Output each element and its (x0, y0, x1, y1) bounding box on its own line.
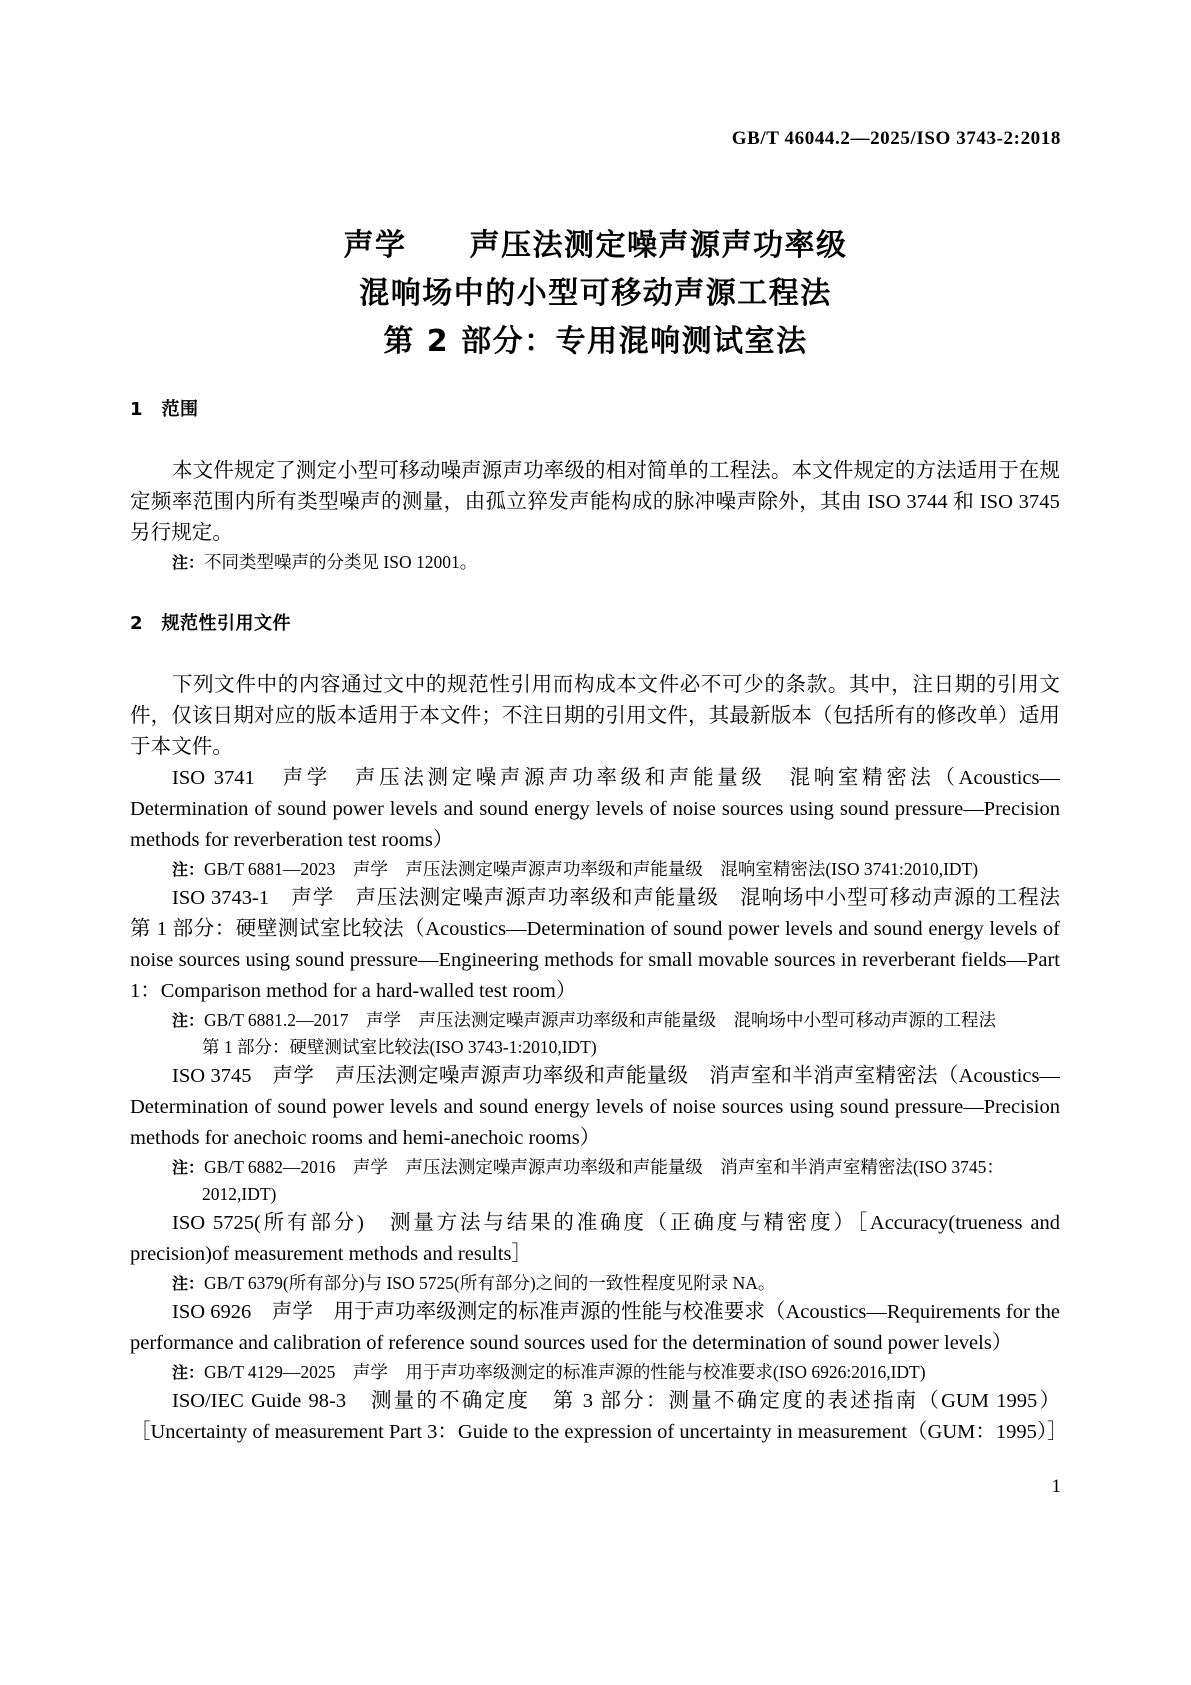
clause-1-note (130, 549, 1060, 576)
note-label: 注： (172, 1363, 205, 1382)
clause-2-paragraph: 下列文件中的内容通过文中的规范性引用而构成本文件必不可少的条款。其中，注日期的引用文件，仅该日期对应的版本适用于本文件；不注日期的引用文件，其最新版本（包括所有的修改单）适用于本文件。 (130, 674, 1060, 758)
title-line-2: 混响场中的小型可移动声源工程法 (359, 276, 832, 311)
normative-reference-iso3743-1-note-cont: 第 1 部分：硬壁测试室比较法(ISO 3743-1:2010,IDT) (202, 1037, 597, 1057)
note-text: GB/T 6882—2016 声学 声压法测定噪声源声功率级和声能量级 消声室和半消声室精密法(ISO 3745： (204, 1157, 1004, 1177)
normative-reference-iso6926: ISO 6926 声学 用于声功率级测定的标准声源的性能与校准要求（Acoustics—Requirements for the performance and calibration of reference sound sources used for the determination of sound power levels） (130, 1301, 1060, 1354)
page-number: 1 (1051, 1476, 1061, 1497)
normative-reference-iso6926-note (130, 1359, 1060, 1386)
normative-reference-iso3743-1-note (130, 1007, 1060, 1034)
clause-1-paragraph: 本文件规定了测定小型可移动噪声源声功率级的相对简单的工程法。本文件规定的方法适用于在规定频率范围内所有类型噪声的测量，由孤立猝发声能构成的脉冲噪声除外，其由 ISO 3744 和 ISO 3745 另行规定。 (130, 460, 1060, 544)
title-line-3: 第 2 部分：专用混响测试室法 (383, 324, 808, 359)
note-label: 注： (172, 553, 205, 572)
normative-reference-iso3741-note (130, 856, 1060, 883)
running-header-standard-number: GB/T 46044.2—2025/ISO 3743-2:2018 (731, 128, 1061, 149)
clause-1-heading: 1 范围 (130, 399, 199, 420)
note-label: 注： (172, 1011, 205, 1030)
note-text: GB/T 6379(所有部分)与 ISO 5725(所有部分)之间的一致性程度见附录 NA。 (204, 1273, 776, 1293)
normative-reference-iso3741: ISO 3741 声学 声压法测定噪声源声功率级和声能量级 混响室精密法（Acoustics—Determination of sound power levels and sound energy levels of noise sources using sound pressure—Precision methods for reverberation test rooms） (130, 767, 1060, 851)
document-title-block (0, 222, 1191, 366)
clause-2-heading: 2 规范性引用文件 (130, 613, 292, 634)
title-line-1: 声学 声压法测定噪声源声功率级 (343, 228, 848, 263)
normative-reference-iso3745-note (130, 1154, 1060, 1181)
normative-reference-iso5725-note (130, 1270, 1060, 1297)
note-text: GB/T 6881.2—2017 声学 声压法测定噪声源声功率级和声能量级 混响场中小型可移动声源的工程法 (204, 1010, 997, 1030)
note-text: 不同类型噪声的分类见 ISO 12001。 (204, 552, 478, 572)
note-label: 注： (172, 860, 205, 879)
normative-reference-iso3745: ISO 3745 声学 声压法测定噪声源声功率级和声能量级 消声室和半消声室精密法（Acoustics—Determination of sound power levels and sound energy levels of noise sources using sound pressure—Precision methods for anechoic rooms and hemi-anechoic rooms） (130, 1065, 1060, 1149)
document-body (130, 398, 1081, 1448)
normative-reference-iso3745-note-cont: 2012,IDT) (202, 1184, 277, 1204)
note-label: 注： (172, 1158, 205, 1177)
note-label: 注： (172, 1274, 205, 1293)
note-text: GB/T 6881—2023 声学 声压法测定噪声源声功率级和声能量级 混响室精密法(ISO 3741:2010,IDT) (204, 859, 979, 879)
normative-reference-iso5725: ISO 5725(所有部分) 测量方法与结果的准确度（正确度与精密度）［Accuracy(trueness and precision)of measurement methods and results］ (130, 1212, 1060, 1265)
normative-reference-iso3743-1: ISO 3743-1 声学 声压法测定噪声源声功率级和声能量级 混响场中小型可移动声源的工程法 第 1 部分：硬壁测试室比较法（Acoustics—Determination of sound power levels and sound energy levels of noise sources using sound pressure—Engineering methods for small movable sources in reverberant fields—Part 1：Comparison method for a hard-walled test room） (130, 887, 1081, 1002)
note-text: GB/T 4129—2025 声学 用于声功率级测定的标准声源的性能与校准要求(ISO 6926:2016,IDT) (204, 1362, 926, 1382)
normative-reference-isoiec-guide-98-3: ISO/IEC Guide 98-3 测量的不确定度 第 3 部分：测量不确定度的表述指南（GUM 1995）［Uncertainty of measurement Part 3：Guide to the expression of uncertainty in measurement（GUM：1995）］ (130, 1390, 1068, 1443)
